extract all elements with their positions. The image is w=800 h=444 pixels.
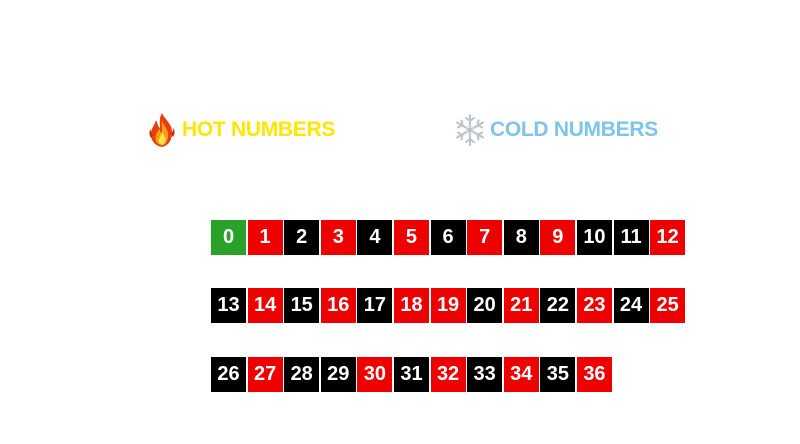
- hot-numbers-label: HOT NUMBERS: [182, 118, 336, 141]
- number-cell-7[interactable]: 7: [467, 220, 502, 255]
- number-cell-26[interactable]: 26: [211, 357, 246, 392]
- number-cell-24[interactable]: 24: [614, 288, 649, 323]
- cold-numbers-label: COLD NUMBERS: [490, 118, 658, 141]
- number-cell-23[interactable]: 23: [577, 288, 612, 323]
- number-cell-0[interactable]: 0: [211, 220, 246, 255]
- number-cell-2[interactable]: 2: [284, 220, 319, 255]
- number-cell-35[interactable]: 35: [540, 357, 575, 392]
- number-cell-29[interactable]: 29: [321, 357, 356, 392]
- number-cell-5[interactable]: 5: [394, 220, 429, 255]
- number-cell-16[interactable]: 16: [321, 288, 356, 323]
- number-cell-3[interactable]: 3: [321, 220, 356, 255]
- number-cell-9[interactable]: 9: [540, 220, 575, 255]
- number-cell-28[interactable]: 28: [284, 357, 319, 392]
- number-cell-6[interactable]: 6: [431, 220, 466, 255]
- number-cell-14[interactable]: 14: [248, 288, 283, 323]
- number-cell-30[interactable]: 30: [357, 357, 392, 392]
- number-row-3: [211, 357, 614, 392]
- cold-numbers-heading[interactable]: [454, 112, 658, 148]
- number-cell-34[interactable]: 34: [504, 357, 539, 392]
- number-cell-17[interactable]: 17: [357, 288, 392, 323]
- number-row-2: [211, 288, 687, 323]
- hot-numbers-heading[interactable]: [146, 112, 335, 148]
- number-cell-1[interactable]: 1: [248, 220, 283, 255]
- number-cell-33[interactable]: 33: [467, 357, 502, 392]
- number-cell-11[interactable]: 11: [614, 220, 649, 255]
- snowflake-icon: [454, 112, 486, 148]
- number-cell-21[interactable]: 21: [504, 288, 539, 323]
- number-cell-36[interactable]: 36: [577, 357, 612, 392]
- number-cell-4[interactable]: 4: [357, 220, 392, 255]
- number-cell-8[interactable]: 8: [504, 220, 539, 255]
- number-cell-19[interactable]: 19: [431, 288, 466, 323]
- number-cell-31[interactable]: 31: [394, 357, 429, 392]
- flame-icon: [146, 112, 178, 148]
- number-cell-10[interactable]: 10: [577, 220, 612, 255]
- number-cell-20[interactable]: 20: [467, 288, 502, 323]
- number-row-1: [211, 220, 687, 255]
- number-cell-32[interactable]: 32: [431, 357, 466, 392]
- number-cell-22[interactable]: 22: [540, 288, 575, 323]
- number-cell-18[interactable]: 18: [394, 288, 429, 323]
- number-cell-12[interactable]: 12: [650, 220, 685, 255]
- number-cell-15[interactable]: 15: [284, 288, 319, 323]
- number-cell-13[interactable]: 13: [211, 288, 246, 323]
- number-cell-25[interactable]: 25: [650, 288, 685, 323]
- number-cell-27[interactable]: 27: [248, 357, 283, 392]
